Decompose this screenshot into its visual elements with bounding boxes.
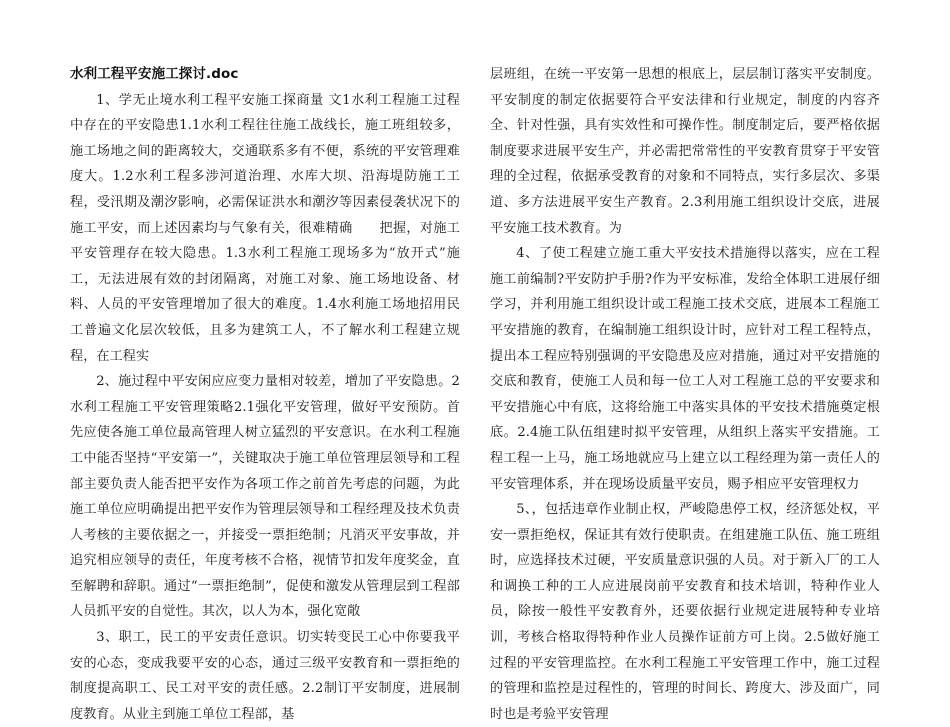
left-column	[70, 62, 460, 727]
document-title: 水利工程平安施工探讨.doc	[70, 66, 239, 82]
paragraph-3: 3、职工，民工的平安责任意识。切实转变民工心中你要我平安的心态，变成我要平安的心态，通过三级平安教育和一票拒绝的制度提高职工、民工对平安的责任感。2.2制订平安制度，进展制度教育。从业主到施工单位工程部，基	[70, 630, 460, 722]
paragraph-3-continuation: 层班组，在统一平安第一思想的根底上，层层制订落实平安制度。平安制度的制定依据要符合平安法律和行业规定，制度的内容齐全、针对性强，具有实效性和可操作性。制度制定后，要严格依据制度要求进展平安生产，并必需把常常性的平安教育贯穿于平安管理的全过程，依据承受教育的对象和不同特点，实行多层次、多渠道、多方法进展平安生产教育。2.3利用施工组织设计交底，进展平安施工技术教育。为	[490, 67, 880, 236]
paragraph-2: 2、施过程中平安闲应应变力量相对较差，增加了平安隐患。2水利工程施工平安管理策略2.1强化平安管理，做好平安预防。首先应使各施工单位最高管理人树立猛烈的平安意识。在水利工程施工中能否坚持“平安第一”，关键取决于施工单位管理层领导和工程部主要负责人能否把平安作为各项工作之前首先考虑的问题，为此施工单位应明确提出把平安作为管理层领导和工程经理及技术负责人考核的主要依据之一，并接受一票拒绝制；凡消灭平安事故，并追究相应领导的责任，年度考核不合格，视情节扣发年度奖金，直至解聘和辞职。通过“一票拒绝制”，促使和激发从管理层到工程部人员抓平安的自觉性。其次，以人为本，强化宽敞	[70, 374, 460, 620]
paragraph-4: 4、了使工程建立施工重大平安技术措施得以落实，应在工程施工前编制?平安防护手册?作为平安标准，发给全体职工进展仔细学习，并利用施工组织设计或工程施工技术交底，进展本工程施工平安措施的教育，在编制施工组织设计时，应针对工程工程特点，提出本工程应特别强调的平安隐患及应对措施，通过对平安措施的交底和教育，使施工人员和每一位工人对工程施工总的平安要求和平安措施心中有底，这将给施工中落实具体的平安技术措施奠定根底。2.4施工队伍组建时拟平安管理，从组织上落实平安措施。工程工程一上马，施工场地就应马上建立以工程经理为第一责任人的平安管理体系，并在现场设质量平安员，赐予相应平安管理权力	[490, 246, 880, 492]
paragraph-1: 1、学无止境水利工程平安施工探商量 文1水利工程施工过程中存在的平安隐患1.1水利工程往往施工战线长，施工班组较多，施工场地之间的距离较大，交通联系多有不便，系统的平安管理难度大。1.2水利工程多涉河道治理、水库大坝、沿海堤防施工工程，受汛期及潮汐影响，必需保证洪水和潮汐等因素侵袭状况下的施工平安，而上述因素均与气象有关，很难精确 把握，对施工平安管理存在较大隐患。1.3水利工程施工现场多为“放开式”施工，无法进展有效的封闭隔离，对施工对象、施工场地设备、材料、人员的平安管理增加了很大的难度。1.4水利施工场地招用民工普遍文化层次较低，且多为建筑工人，不了解水利工程建立规程，在工程实	[70, 92, 460, 364]
paragraph-5: 5、，包括违章作业制止权，严峻隐患停工权，经济惩处权，平安一票拒绝权，保证其有效行使职责。在组建施工队伍、施工班组时，应选择技术过硬，平安质量意识强的人员。对于新入厂的工人和调换工种的工人应进展岗前平安教育和技术培训，特种作业人员，除按一般性平安教育外，还要依据行业规定进展特种专业培训，考核合格取得特种作业人员操作证前方可上岗。2.5做好施工过程的平安管理监控。在水利工程施工平安管理工作中，施工过程的管理和监控是过程性的，管理的时间长、跨度大、涉及面广，同时也是考验平安管理	[490, 502, 880, 722]
right-column	[490, 62, 880, 727]
